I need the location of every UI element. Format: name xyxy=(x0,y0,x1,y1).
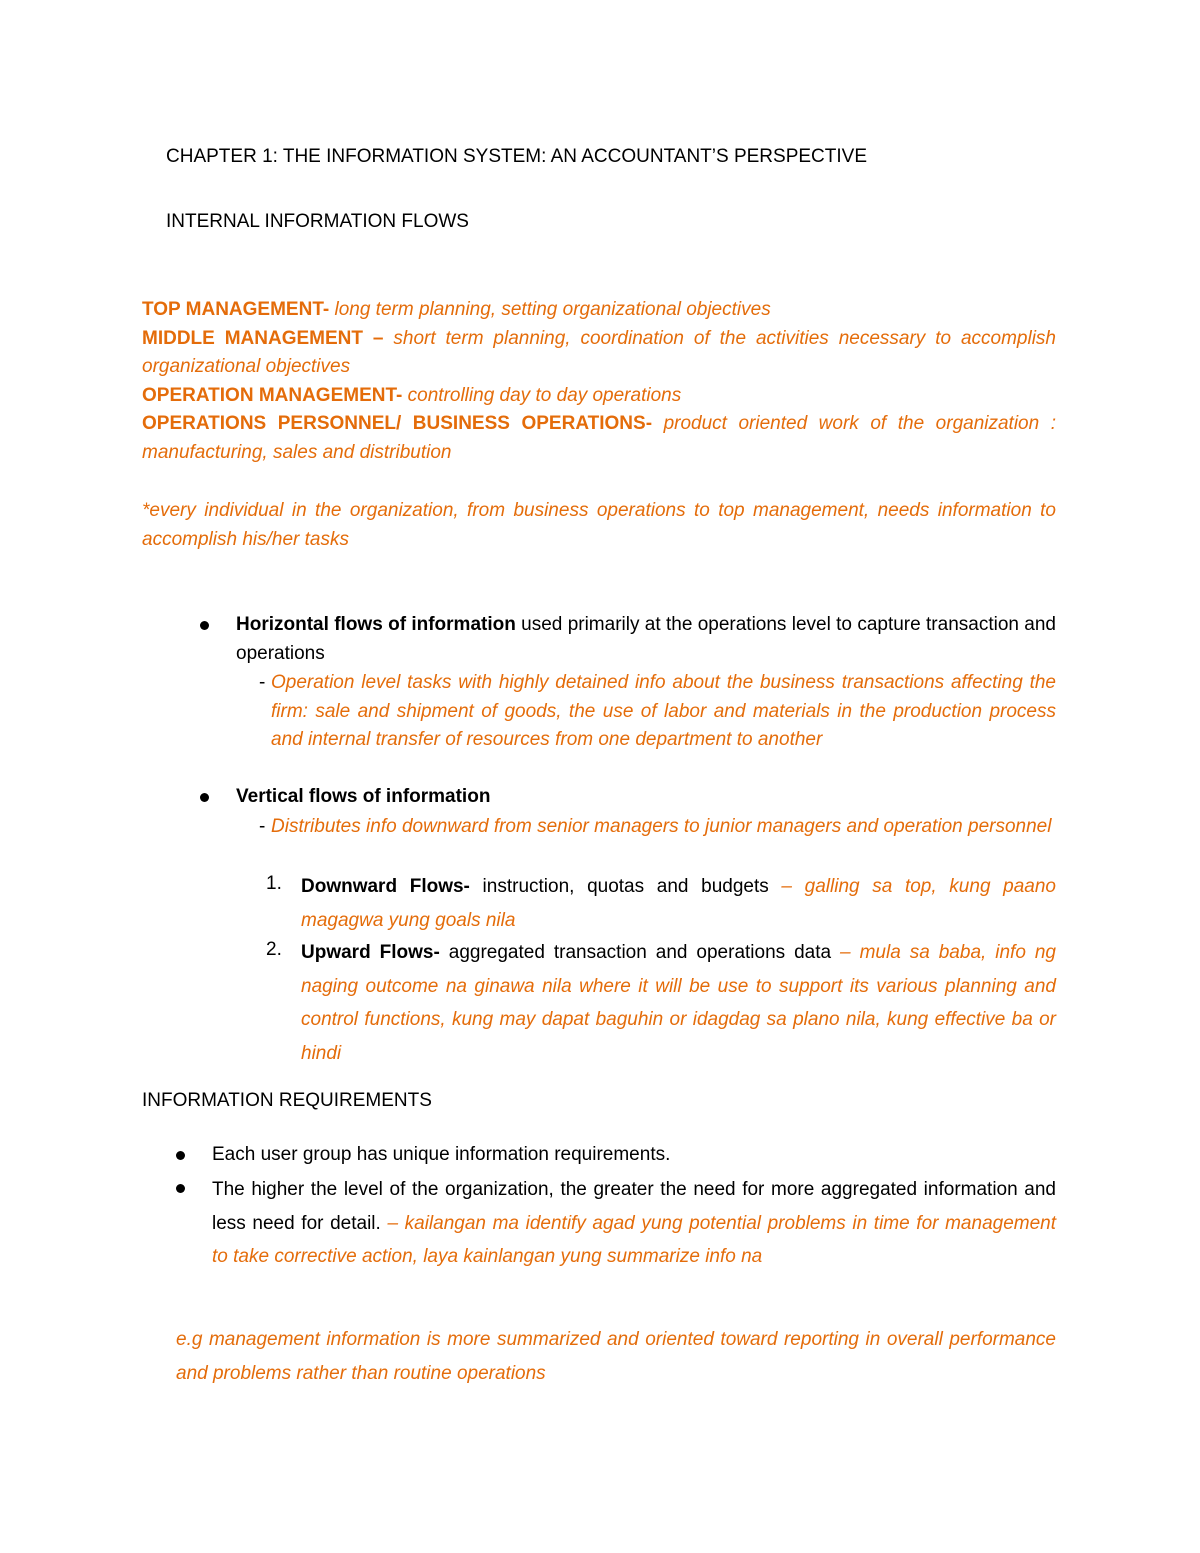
horizontal-flows-text: used primarily at the operations level to capture transaction and operations xyxy=(236,614,1056,664)
downward-flows-item xyxy=(301,870,1056,937)
vertical-flows-sub: Distributes info downward from senior managers to junior managers and operation personnel xyxy=(271,816,1052,837)
upward-flows-label: Upward Flows- xyxy=(301,942,440,963)
downward-flows-note: – galling sa top, kung paano magagwa yung goals nila xyxy=(301,876,1057,931)
requirement-note: – kailangan ma identify agad yung potential problems in time for management to take corrective action, laya kainlangan yung summarize info na xyxy=(212,1212,1057,1267)
dash-marker: - xyxy=(259,672,266,693)
level-label: OPERATIONS PERSONNEL/ BUSINESS OPERATIONS- xyxy=(142,413,653,435)
upward-flows-item xyxy=(301,936,1056,1070)
example-paragraph: e.g management information is more summarized and oriented toward reporting in overall performance and problems rather than routine operations xyxy=(176,1329,1056,1384)
list-number: 1. xyxy=(266,873,282,894)
requirement-item xyxy=(212,1173,1056,1274)
horizontal-flows-item xyxy=(236,611,1056,668)
list-number: 2. xyxy=(266,939,282,960)
bullet-dot-icon xyxy=(200,621,209,630)
level-desc: long term planning, setting organizational objectives xyxy=(329,299,771,320)
level-desc: short term planning, coordination of the activities necessary to accomplish organizational objectives xyxy=(142,327,1056,378)
management-levels xyxy=(142,296,1056,468)
section-heading-internal-flows: INTERNAL INFORMATION FLOWS xyxy=(166,211,469,232)
bullet-dot-icon xyxy=(176,1184,185,1193)
level-desc: controlling day to day operations xyxy=(402,384,682,406)
requirement-item: Each user group has unique information requirements. xyxy=(212,1144,671,1165)
level-operation xyxy=(142,382,1056,411)
vertical-flows-title: Vertical flows of information xyxy=(236,786,491,807)
level-label: MIDDLE MANAGEMENT – xyxy=(142,327,384,349)
level-label: TOP MANAGEMENT- xyxy=(142,299,330,320)
bullet-dot-icon xyxy=(176,1151,185,1160)
section-heading-requirements: INFORMATION REQUIREMENTS xyxy=(142,1090,432,1111)
requirement-text: The higher the level of the organization, the greater the need for more aggregated information and less need for detail. xyxy=(212,1179,1056,1234)
upward-flows-text: aggregated transaction and operations data xyxy=(439,942,841,963)
level-middle xyxy=(142,325,1056,382)
downward-flows-text: instruction, quotas and budgets xyxy=(469,876,782,897)
chapter-title: CHAPTER 1: THE INFORMATION SYSTEM: AN ACCOUNTANT’S PERSPECTIVE xyxy=(166,146,867,167)
downward-flows-label: Downward Flows- xyxy=(301,876,470,897)
level-desc: product oriented work of the organization : manufacturing, sales and distribution xyxy=(142,413,1057,463)
horizontal-flows-title: Horizontal flows of information xyxy=(236,614,516,635)
upward-flows-note: – mula sa baba, info ng naging outcome na ginawa nila where it will be use to support its various planning and control functions, kung may dapat baguhin or idagdag sa plano nila, kung effective ba or hindi xyxy=(301,942,1056,1064)
level-personnel xyxy=(142,410,1056,467)
level-top xyxy=(142,296,1056,325)
dash-marker: - xyxy=(259,816,266,837)
horizontal-flows-sub: Operation level tasks with highly detained info about the business transactions affecting the firm: sale and shipment of goods, the use of labor and materials in the production process and internal transfer of resources from one department to another xyxy=(271,672,1056,751)
level-label: OPERATION MANAGEMENT- xyxy=(142,384,403,406)
note-paragraph: *every individual in the organization, from business operations to top management, needs information to accomplish his/her tasks xyxy=(142,500,1056,550)
bullet-dot-icon xyxy=(200,793,209,802)
